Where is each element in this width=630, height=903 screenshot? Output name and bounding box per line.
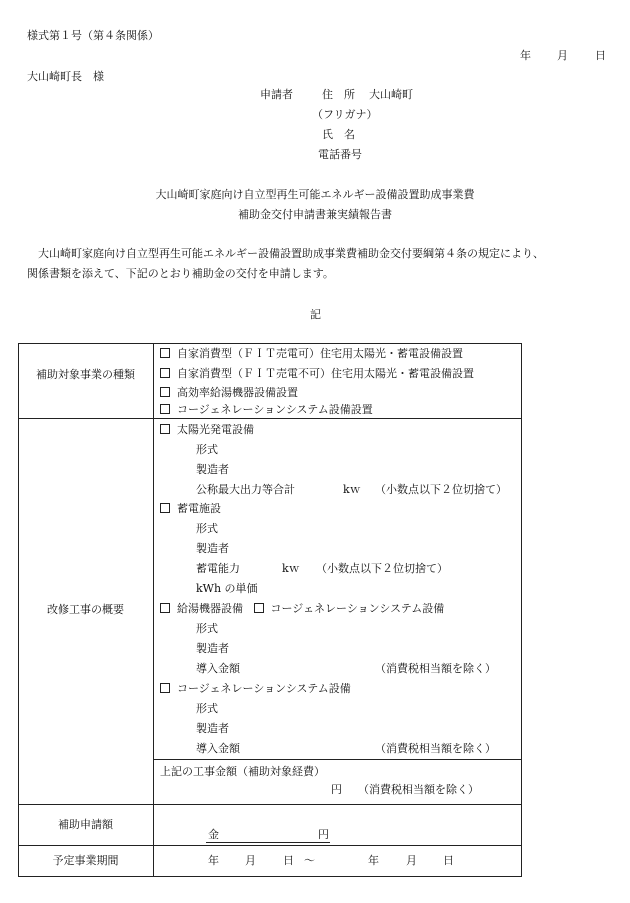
cogen-cost-note: （消費税相当額を除く） xyxy=(375,742,496,755)
form-number: 様式第１号（第４条関係） xyxy=(27,29,159,42)
storage-unit-price-label: kWh の単価 xyxy=(196,582,258,595)
project-type-label: 補助対象事業の種類 xyxy=(36,368,135,381)
cogen-section[interactable]: コージェネレーションシステム設備 xyxy=(160,683,351,694)
furigana-label: （フリガナ） xyxy=(312,108,378,121)
solar-output-note: （小数点以下２位切捨て） xyxy=(375,483,507,496)
period-end-year: 年 xyxy=(368,854,379,867)
storage-model-label: 形式 xyxy=(196,522,218,535)
heater-maker-label: 製造者 xyxy=(196,642,229,655)
storage-maker-label: 製造者 xyxy=(196,542,229,555)
document-title-line2: 補助金交付申請書兼実績報告書 xyxy=(238,208,392,221)
project-type-option-4[interactable]: コージェネレーションシステム設備設置 xyxy=(160,404,373,415)
checkbox-icon[interactable] xyxy=(160,683,170,693)
date-day: 日 xyxy=(595,49,606,62)
total-cost-label: 上記の工事金額（補助対象経費） xyxy=(160,765,325,778)
storage-capacity-note: （小数点以下２位切捨て） xyxy=(316,562,448,575)
total-cost-note: （消費税相当額を除く） xyxy=(358,783,479,796)
checkbox-icon[interactable] xyxy=(160,404,170,414)
period-tilde: ～ xyxy=(304,854,315,867)
work-overview-label: 改修工事の概要 xyxy=(47,603,124,616)
project-type-option-3[interactable]: 高効率給湯機器設備設置 xyxy=(160,387,298,398)
addressee: 大山崎町長 様 xyxy=(27,70,104,83)
heater-section[interactable]: 給湯機器設備 コージェネレーションシステム設備 xyxy=(160,603,444,614)
solar-section[interactable]: 太陽光発電設備 xyxy=(160,424,254,435)
period-start-month: 月 xyxy=(245,854,256,867)
cogen-maker-label: 製造者 xyxy=(196,722,229,735)
period-start-year: 年 xyxy=(208,854,219,867)
ki-label: 記 xyxy=(310,308,321,321)
amount-underline xyxy=(206,842,330,843)
applicant-label: 申請者 xyxy=(260,88,293,101)
solar-maker-label: 製造者 xyxy=(196,463,229,476)
heater-model-label: 形式 xyxy=(196,622,218,635)
name-label: 氏 名 xyxy=(322,128,355,141)
checkbox-icon[interactable] xyxy=(160,387,170,397)
address-value: 大山崎町 xyxy=(369,88,413,101)
storage-capacity-label: 蓄電能力 xyxy=(196,562,240,575)
checkbox-icon[interactable] xyxy=(160,424,170,434)
project-type-option-2[interactable]: 自家消費型（ＦＩＴ売電不可）住宅用太陽光・蓄電設備設置 xyxy=(160,368,474,379)
checkbox-icon[interactable] xyxy=(160,503,170,513)
solar-output-unit: kｗ xyxy=(343,483,361,496)
checkbox-icon[interactable] xyxy=(160,368,170,378)
document-title-line1: 大山崎町家庭向け自立型再生可能エネルギー設備設置助成事業費 xyxy=(155,188,475,201)
address-label: 住 所 xyxy=(322,88,355,101)
amount-yen: 円 xyxy=(318,828,329,841)
intro-line2: 関係書類を添えて、下記のとおり補助金の交付を申請します。 xyxy=(27,267,334,280)
solar-output-label: 公称最大出力等合計 xyxy=(196,483,295,496)
heater-cost-label: 導入金額 xyxy=(196,662,240,675)
cogen-model-label: 形式 xyxy=(196,702,218,715)
subsidy-amount-label: 補助申請額 xyxy=(58,818,113,831)
checkbox-icon[interactable] xyxy=(254,603,264,613)
cogen-cost-label: 導入金額 xyxy=(196,742,240,755)
storage-capacity-unit: kｗ xyxy=(282,562,300,575)
period-start-day: 日 xyxy=(283,854,294,867)
storage-section[interactable]: 蓄電施設 xyxy=(160,503,221,514)
total-cost-yen: 円 xyxy=(331,783,342,796)
date-month: 月 xyxy=(557,49,568,62)
date-year: 年 xyxy=(520,49,531,62)
heater-cost-note: （消費税相当額を除く） xyxy=(375,662,496,675)
project-type-option-1[interactable]: 自家消費型（ＦＩＴ売電可）住宅用太陽光・蓄電設備設置 xyxy=(160,348,463,359)
period-end-month: 月 xyxy=(406,854,417,867)
phone-label: 電話番号 xyxy=(318,148,362,161)
checkbox-icon[interactable] xyxy=(160,348,170,358)
project-period-label: 予定事業期間 xyxy=(52,854,119,867)
checkbox-icon[interactable] xyxy=(160,603,170,613)
amount-kin: 金 xyxy=(208,828,219,841)
intro-line1: 大山崎町家庭向け自立型再生可能エネルギー設備設置助成事業費補助金交付要綱第４条の規定により、 xyxy=(38,247,544,260)
solar-model-label: 形式 xyxy=(196,443,218,456)
period-end-day: 日 xyxy=(443,854,454,867)
